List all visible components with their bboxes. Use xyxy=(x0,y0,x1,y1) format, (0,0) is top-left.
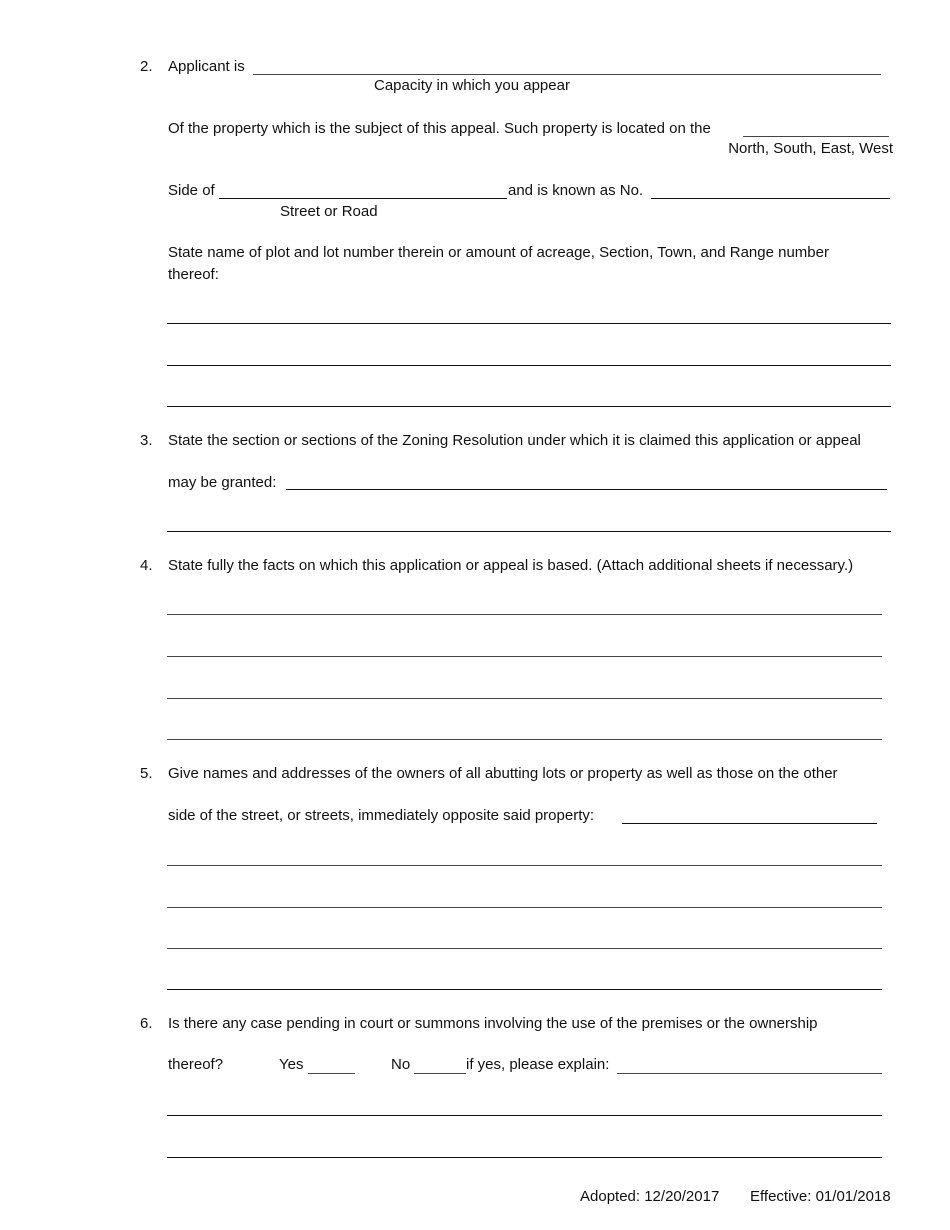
plot-answer-line-3[interactable] xyxy=(167,406,891,407)
zoning-section-line-2[interactable] xyxy=(167,531,891,532)
property-location-text: Of the property which is the subject of this appeal. Such property is located on the xyxy=(168,120,711,137)
facts-answer-line-4[interactable] xyxy=(167,739,882,740)
explain-field[interactable] xyxy=(617,1073,882,1074)
yes-field[interactable] xyxy=(308,1073,355,1074)
q5-text-line2: side of the street, or streets, immediately opposite said property: xyxy=(168,807,595,824)
q5-number: 5. xyxy=(140,765,153,782)
plot-description-text-line1: State name of plot and lot number therein or amount of acreage, Section, Town, and Range number xyxy=(168,244,829,261)
owners-answer-line-4[interactable] xyxy=(167,989,882,990)
applicant-capacity-field[interactable] xyxy=(253,74,881,75)
owners-answer-line-1[interactable] xyxy=(167,865,882,866)
q2-number: 2. xyxy=(140,58,153,75)
street-caption: Street or Road xyxy=(280,203,378,220)
yes-label: Yes xyxy=(279,1056,304,1073)
plot-description-text-line2: thereof: xyxy=(168,266,219,283)
owners-answer-line-2[interactable] xyxy=(167,907,882,908)
facts-answer-line-3[interactable] xyxy=(167,698,882,699)
explain-answer-line-2[interactable] xyxy=(167,1157,882,1158)
direction-caption: North, South, East, West xyxy=(728,140,893,157)
q5-text-line1: Give names and addresses of the owners of all abutting lots or property as well as those on the other xyxy=(168,765,838,782)
no-label: No xyxy=(391,1056,411,1073)
plot-answer-line-2[interactable] xyxy=(167,365,891,366)
facts-answer-line-1[interactable] xyxy=(167,614,882,615)
owners-field[interactable] xyxy=(622,823,877,824)
q3-number: 3. xyxy=(140,432,153,449)
q4-text: State fully the facts on which this application or appeal is based. (Attach additional sheets if necessary.) xyxy=(168,557,854,574)
side-of-label: Side of xyxy=(168,182,215,199)
q3-text-line1: State the section or sections of the Zoning Resolution under which it is claimed this application or appeal xyxy=(168,432,861,449)
explain-label: if yes, please explain: xyxy=(466,1056,610,1073)
applicant-label: Applicant is xyxy=(168,58,245,75)
q4-number: 4. xyxy=(140,557,153,574)
capacity-caption: Capacity in which you appear xyxy=(374,77,570,94)
street-number-field[interactable] xyxy=(651,198,890,199)
q6-text-line1: Is there any case pending in court or summons involving the use of the premises or the ownership xyxy=(168,1015,818,1032)
q3-text-line2: may be granted: xyxy=(168,474,277,491)
thereof-label: thereof? xyxy=(168,1056,224,1073)
facts-answer-line-2[interactable] xyxy=(167,656,882,657)
plot-answer-line-1[interactable] xyxy=(167,323,891,324)
street-field[interactable] xyxy=(219,198,507,199)
zoning-section-field[interactable] xyxy=(286,489,887,490)
adopted-date: Adopted: 12/20/2017 xyxy=(580,1188,720,1205)
owners-answer-line-3[interactable] xyxy=(167,948,882,949)
direction-field[interactable] xyxy=(743,136,889,137)
explain-answer-line-1[interactable] xyxy=(167,1115,882,1116)
known-as-label: and is known as No. xyxy=(508,182,644,199)
no-field[interactable] xyxy=(414,1073,466,1074)
effective-date: Effective: 01/01/2018 xyxy=(750,1188,891,1205)
q6-number: 6. xyxy=(140,1015,153,1032)
